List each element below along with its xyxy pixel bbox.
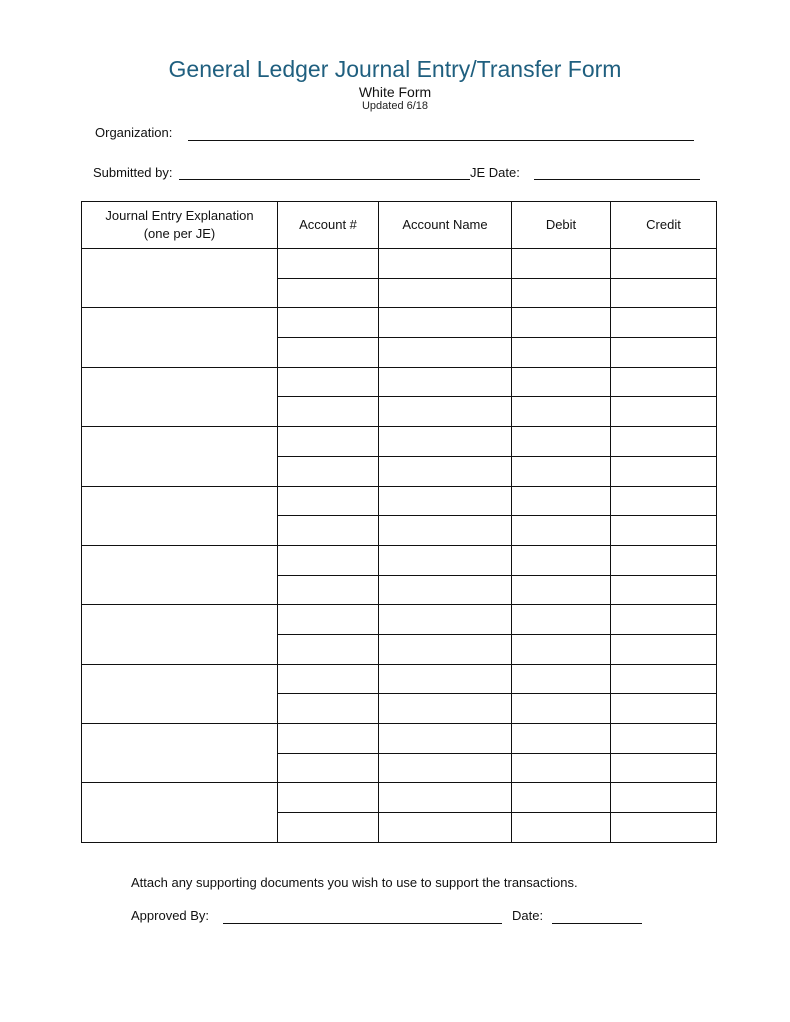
debit-cell[interactable] — [512, 575, 611, 605]
account-name-cell[interactable] — [379, 456, 512, 486]
form-updated-date: Updated 6/18 — [361, 100, 429, 112]
column-header-account-name: Account Name — [379, 202, 512, 249]
approval-date-field[interactable] — [552, 923, 642, 924]
organization-field[interactable] — [188, 140, 694, 141]
explanation-cell[interactable] — [82, 605, 278, 664]
account-number-cell[interactable] — [278, 516, 379, 546]
debit-cell[interactable] — [512, 724, 611, 754]
explanation-cell[interactable] — [82, 308, 278, 367]
approved-by-label: Approved By: — [131, 908, 210, 923]
column-header-explanation-line2: (one per JE) — [143, 226, 216, 241]
account-number-cell[interactable] — [278, 545, 379, 575]
account-name-cell[interactable] — [379, 634, 512, 664]
credit-cell[interactable] — [611, 813, 717, 843]
debit-cell[interactable] — [512, 783, 611, 813]
account-name-cell[interactable] — [379, 694, 512, 724]
table-row — [82, 427, 717, 457]
account-name-cell[interactable] — [379, 753, 512, 783]
explanation-cell[interactable] — [82, 367, 278, 426]
account-number-cell[interactable] — [278, 753, 379, 783]
debit-cell[interactable] — [512, 516, 611, 546]
organization-label: Organization: — [95, 125, 173, 140]
credit-cell[interactable] — [611, 308, 717, 338]
approved-by-field[interactable] — [223, 923, 502, 924]
account-name-cell[interactable] — [379, 724, 512, 754]
debit-cell[interactable] — [512, 813, 611, 843]
approval-date-label: Date: — [512, 908, 544, 923]
table-row — [82, 367, 717, 397]
account-name-cell[interactable] — [379, 516, 512, 546]
debit-cell[interactable] — [512, 753, 611, 783]
account-name-cell[interactable] — [379, 605, 512, 635]
explanation-cell[interactable] — [82, 486, 278, 545]
credit-cell[interactable] — [611, 545, 717, 575]
submitted-by-label: Submitted by: — [93, 165, 173, 180]
account-number-cell[interactable] — [278, 605, 379, 635]
account-number-cell[interactable] — [278, 397, 379, 427]
account-number-cell[interactable] — [278, 694, 379, 724]
supporting-documents-note: Attach any supporting documents you wish to use to support the transactions. — [131, 875, 578, 890]
table-body — [82, 249, 717, 843]
account-name-cell[interactable] — [379, 813, 512, 843]
je-date-field[interactable] — [534, 179, 700, 180]
account-name-cell[interactable] — [379, 575, 512, 605]
table-row — [82, 486, 717, 516]
account-number-cell[interactable] — [278, 486, 379, 516]
column-header-credit: Credit — [611, 202, 717, 249]
account-name-cell[interactable] — [379, 427, 512, 457]
column-header-debit: Debit — [512, 202, 611, 249]
account-name-cell[interactable] — [379, 486, 512, 516]
account-number-cell[interactable] — [278, 724, 379, 754]
account-number-cell[interactable] — [278, 813, 379, 843]
credit-cell[interactable] — [611, 397, 717, 427]
account-number-cell[interactable] — [278, 664, 379, 694]
account-number-cell[interactable] — [278, 308, 379, 338]
debit-cell[interactable] — [512, 397, 611, 427]
table-row — [82, 308, 717, 338]
debit-cell[interactable] — [512, 456, 611, 486]
column-header-account-number: Account # — [278, 202, 379, 249]
debit-cell[interactable] — [512, 338, 611, 368]
debit-cell[interactable] — [512, 694, 611, 724]
credit-cell[interactable] — [611, 783, 717, 813]
explanation-cell[interactable] — [82, 783, 278, 842]
account-number-cell[interactable] — [278, 783, 379, 813]
debit-cell[interactable] — [512, 664, 611, 694]
explanation-cell[interactable] — [82, 724, 278, 783]
debit-cell[interactable] — [512, 367, 611, 397]
credit-cell[interactable] — [611, 427, 717, 457]
credit-cell[interactable] — [611, 278, 717, 308]
explanation-cell[interactable] — [82, 664, 278, 723]
account-name-cell[interactable] — [379, 278, 512, 308]
debit-cell[interactable] — [512, 634, 611, 664]
credit-cell[interactable] — [611, 367, 717, 397]
column-header-explanation — [82, 202, 278, 249]
credit-cell[interactable] — [611, 634, 717, 664]
account-number-cell[interactable] — [278, 456, 379, 486]
account-number-cell[interactable] — [278, 427, 379, 457]
table-row — [82, 249, 717, 279]
account-name-cell[interactable] — [379, 338, 512, 368]
account-number-cell[interactable] — [278, 575, 379, 605]
debit-cell[interactable] — [512, 486, 611, 516]
explanation-cell[interactable] — [82, 427, 278, 486]
credit-cell[interactable] — [611, 456, 717, 486]
credit-cell[interactable] — [611, 338, 717, 368]
form-title: General Ledger Journal Entry/Transfer Form — [168, 56, 622, 82]
debit-cell[interactable] — [512, 249, 611, 279]
account-name-cell[interactable] — [379, 397, 512, 427]
table-row — [82, 783, 717, 813]
credit-cell[interactable] — [611, 664, 717, 694]
table-row — [82, 605, 717, 635]
account-number-cell[interactable] — [278, 367, 379, 397]
credit-cell[interactable] — [611, 605, 717, 635]
account-name-cell[interactable] — [379, 367, 512, 397]
debit-cell[interactable] — [512, 605, 611, 635]
debit-cell[interactable] — [512, 278, 611, 308]
je-date-label: JE Date: — [470, 165, 520, 180]
credit-cell[interactable] — [611, 575, 717, 605]
account-name-cell[interactable] — [379, 664, 512, 694]
credit-cell[interactable] — [611, 694, 717, 724]
submitted-by-field[interactable] — [179, 179, 470, 180]
account-number-cell[interactable] — [278, 249, 379, 279]
journal-entry-table — [81, 201, 717, 843]
account-number-cell[interactable] — [278, 338, 379, 368]
explanation-cell[interactable] — [82, 545, 278, 604]
debit-cell[interactable] — [512, 427, 611, 457]
account-name-cell[interactable] — [379, 308, 512, 338]
credit-cell[interactable] — [611, 486, 717, 516]
explanation-cell[interactable] — [82, 249, 278, 308]
table-row — [82, 724, 717, 754]
credit-cell[interactable] — [611, 249, 717, 279]
account-name-cell[interactable] — [379, 249, 512, 279]
debit-cell[interactable] — [512, 308, 611, 338]
account-number-cell[interactable] — [278, 278, 379, 308]
credit-cell[interactable] — [611, 753, 717, 783]
debit-cell[interactable] — [512, 545, 611, 575]
account-name-cell[interactable] — [379, 545, 512, 575]
column-header-explanation-line1: Journal Entry Explanation — [105, 208, 254, 223]
credit-cell[interactable] — [611, 724, 717, 754]
account-name-cell[interactable] — [379, 783, 512, 813]
table-row — [82, 545, 717, 575]
table-row — [82, 664, 717, 694]
credit-cell[interactable] — [611, 516, 717, 546]
account-number-cell[interactable] — [278, 634, 379, 664]
table-header-row — [82, 202, 717, 249]
form-subtitle: White Form — [358, 84, 432, 100]
